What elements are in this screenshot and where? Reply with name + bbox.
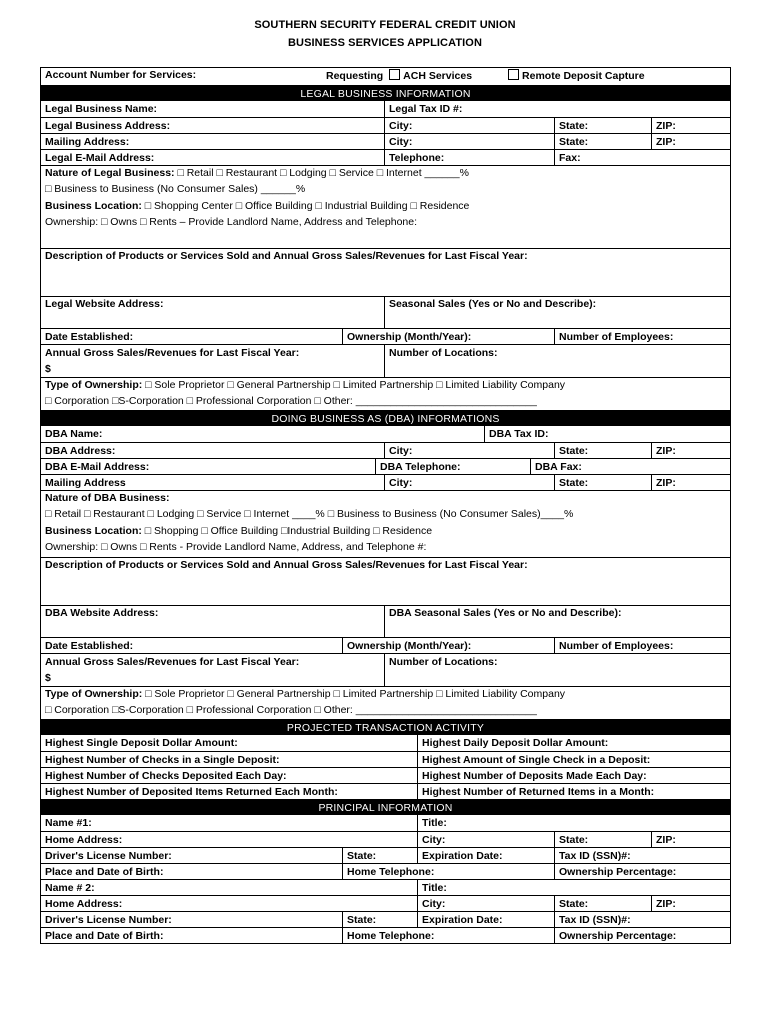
dba-location-options[interactable]: □ Shopping □ Office Building □Industrial Building □ Residence <box>141 525 433 537</box>
location-options[interactable]: □ Shopping Center □ Office Building □ Industrial Building □ Residence <box>141 200 470 212</box>
principal2-license-row <box>41 911 730 927</box>
legal-description-label: Description of Products or Services Sold and Annual Gross Sales/Revenues for Last Fiscal Year: <box>45 250 528 262</box>
projected-left-field[interactable]: Highest Number of Checks Deposited Each Day: <box>45 770 287 782</box>
projected-right-field[interactable]: Highest Amount of Single Check in a Deposit: <box>417 752 650 767</box>
type-ownership-options-2[interactable]: □ Corporation □S-Corporation □ Professional Corporation □ Other: _______________________________ <box>45 395 537 407</box>
principal1-home-field[interactable]: Home Address: <box>45 834 123 846</box>
annual-sales-label: Annual Gross Sales/Revenues for Last Fiscal Year: <box>45 347 300 359</box>
telephone-field[interactable]: Telephone: <box>384 150 554 165</box>
rdc-checkbox[interactable] <box>508 69 519 80</box>
established-row <box>41 328 730 344</box>
dba-mailing-state-field[interactable]: State: <box>554 475 651 490</box>
account-row <box>41 68 730 85</box>
principal1-ssn-field[interactable]: Tax ID (SSN)#: <box>554 848 631 863</box>
dba-type-ownership-block <box>41 686 730 719</box>
principal1-birth-field[interactable]: Place and Date of Birth: <box>45 866 164 878</box>
dba-section-bar: DOING BUSINESS AS (DBA) INFORMATIONS <box>41 410 730 426</box>
dba-website-field[interactable]: DBA Website Address: <box>45 607 159 619</box>
principal1-license-field[interactable]: Driver's License Number: <box>45 850 172 862</box>
dba-nature-block <box>41 490 730 557</box>
seasonal-sales-field[interactable]: Seasonal Sales (Yes or No and Describe): <box>384 297 596 328</box>
legal-tax-id-field[interactable]: Legal Tax ID #: <box>384 101 462 117</box>
type-ownership-label: Type of Ownership: <box>45 379 143 391</box>
dba-name-field[interactable]: DBA Name: <box>45 428 103 440</box>
requesting-label: Requesting <box>326 70 384 82</box>
dba-name-row <box>41 426 730 442</box>
type-ownership-block <box>41 377 730 410</box>
location-label: Business Location: <box>45 200 142 212</box>
principal1-city-field[interactable]: City: <box>417 832 554 847</box>
legal-business-name-field[interactable]: Legal Business Name: <box>45 103 158 115</box>
legal-description-block <box>41 248 730 296</box>
projected-row <box>41 783 730 799</box>
principal2-birth-row <box>41 927 730 943</box>
principal2-name-row <box>41 879 730 895</box>
form-subtitle: BUSINESS SERVICES APPLICATION <box>287 37 482 49</box>
legal-email-field[interactable]: Legal E-Mail Address: <box>45 152 155 164</box>
principal1-state-field[interactable]: State: <box>554 832 651 847</box>
principal2-home-row <box>41 895 730 911</box>
mailing-zip-field[interactable]: ZIP: <box>651 134 676 149</box>
annual-sales-dollar: $ <box>45 363 51 375</box>
ownership-options[interactable]: Ownership: □ Owns □ Rents – Provide Landlord Name, Address and Telephone: <box>45 216 418 228</box>
principal1-license-state-field[interactable]: State: <box>342 848 417 863</box>
legal-address-row <box>41 117 730 133</box>
dba-location-label: Business Location: <box>45 525 142 537</box>
ownership-month-field[interactable]: Ownership (Month/Year): <box>342 329 554 344</box>
projected-row <box>41 751 730 767</box>
dba-nature-options[interactable]: □ Retail □ Restaurant □ Lodging □ Service □ Internet ____% □ Business to Business (No Consumer Sales)____% <box>45 508 574 520</box>
dba-mailing-row <box>41 474 730 490</box>
dba-email-row <box>41 458 730 474</box>
website-row <box>41 296 730 328</box>
legal-state-field[interactable]: State: <box>554 118 651 133</box>
legal-name-row <box>41 101 730 117</box>
projected-right-field[interactable]: Highest Number of Returned Items in a Month: <box>417 784 654 799</box>
dba-nature-label: Nature of DBA Business: <box>45 492 170 504</box>
ach-checkbox[interactable] <box>389 69 400 80</box>
mailing-city-field[interactable]: City: <box>384 134 554 149</box>
annual-row <box>41 344 730 377</box>
principal1-ownpct-field[interactable]: Ownership Percentage: <box>554 864 676 879</box>
email-row <box>41 149 730 165</box>
nature-label: Nature of Legal Business: <box>45 167 175 179</box>
locations-field[interactable]: Number of Locations: <box>384 345 498 377</box>
dba-annual-row <box>41 653 730 686</box>
principal2-state-field[interactable]: State: <box>554 896 651 911</box>
dba-description-block <box>41 557 730 605</box>
rdc-label: Remote Deposit Capture <box>522 70 645 82</box>
legal-website-field[interactable]: Legal Website Address: <box>45 298 164 310</box>
date-established-field[interactable]: Date Established: <box>45 331 134 343</box>
dba-description-label: Description of Products or Services Sold and Annual Gross Sales/Revenues for Last Fiscal Year: <box>45 559 528 571</box>
principal2-title-field[interactable]: Title: <box>417 880 447 895</box>
projected-right-field[interactable]: Highest Number of Deposits Made Each Day: <box>417 768 647 783</box>
principal1-zip-field[interactable]: ZIP: <box>651 832 676 847</box>
principal1-hometel-field[interactable]: Home Telephone: <box>342 864 554 879</box>
form-title: SOUTHERN SECURITY FEDERAL CREDIT UNION <box>254 19 516 31</box>
dba-type-ownership-label: Type of Ownership: <box>45 688 143 700</box>
projected-section-bar: PROJECTED TRANSACTION ACTIVITY <box>41 719 730 735</box>
principal2-hometel-field[interactable]: Home Telephone: <box>342 928 554 943</box>
principal2-ownpct-field[interactable]: Ownership Percentage: <box>554 928 676 943</box>
dba-fax-field[interactable]: DBA Fax: <box>530 459 582 474</box>
principal2-city-field[interactable]: City: <box>417 896 554 911</box>
b2b-option[interactable]: □ Business to Business (No Consumer Sales) ______% <box>45 183 306 195</box>
dba-employees-field[interactable]: Number of Employees: <box>554 638 673 653</box>
dba-type-ownership-options[interactable]: □ Sole Proprietor □ General Partnership □ Limited Partnership □ Limited Liability Company <box>142 688 566 700</box>
principal2-birth-field[interactable]: Place and Date of Birth: <box>45 930 164 942</box>
nature-block <box>41 165 730 248</box>
legal-section-bar: LEGAL BUSINESS INFORMATION <box>41 85 730 101</box>
dba-mailing-city-field[interactable]: City: <box>384 475 554 490</box>
legal-zip-field[interactable]: ZIP: <box>651 118 676 133</box>
principal1-home-row <box>41 831 730 847</box>
dba-email-field[interactable]: DBA E-Mail Address: <box>45 461 150 473</box>
principal2-name-field[interactable]: Name # 2: <box>45 882 95 894</box>
dba-established-field[interactable]: Date Established: <box>45 640 134 652</box>
principal2-home-field[interactable]: Home Address: <box>45 898 123 910</box>
projected-left-field[interactable]: Highest Single Deposit Dollar Amount: <box>45 737 238 749</box>
principal2-license-field[interactable]: Driver's License Number: <box>45 914 172 926</box>
projected-row <box>41 735 730 751</box>
dba-annual-dollar: $ <box>45 672 51 684</box>
principal1-license-row <box>41 847 730 863</box>
dba-ownership-month-field[interactable]: Ownership (Month/Year): <box>342 638 554 653</box>
fax-field[interactable]: Fax: <box>554 150 581 165</box>
dba-telephone-field[interactable]: DBA Telephone: <box>375 459 530 474</box>
dba-type-ownership-options-2[interactable]: □ Corporation □S-Corporation □ Professional Corporation □ Other: _______________________________ <box>45 704 537 716</box>
dba-ownership-options[interactable]: Ownership: □ Owns □ Rents - Provide Landlord Name, Address, and Telephone #: <box>45 541 427 553</box>
dba-annual-field[interactable] <box>41 654 384 686</box>
projected-right-field[interactable]: Highest Daily Deposit Dollar Amount: <box>417 735 608 751</box>
projected-left-field[interactable]: Highest Number of Checks in a Single Deposit: <box>45 754 280 766</box>
principal1-birth-row <box>41 863 730 879</box>
dba-address-field[interactable]: DBA Address: <box>45 445 116 457</box>
projected-row <box>41 767 730 783</box>
dba-annual-label: Annual Gross Sales/Revenues for Last Fiscal Year: <box>45 656 300 668</box>
requesting-group <box>322 69 645 85</box>
principal2-license-state-field[interactable]: State: <box>342 912 417 927</box>
principal1-name-row <box>41 815 730 831</box>
type-ownership-options[interactable]: □ Sole Proprietor □ General Partnership □ Limited Partnership □ Limited Liability Company <box>142 379 566 391</box>
dba-established-row <box>41 637 730 653</box>
application-form <box>40 67 731 944</box>
dba-address-row <box>41 442 730 458</box>
mailing-row <box>41 133 730 149</box>
nature-options[interactable]: □ Retail □ Restaurant □ Lodging □ Service □ Internet ______% <box>174 167 469 179</box>
dba-city-field[interactable]: City: <box>384 443 554 458</box>
ach-label: ACH Services <box>403 70 473 82</box>
principal2-ssn-field[interactable]: Tax ID (SSN)#: <box>554 912 631 927</box>
annual-sales-field[interactable] <box>41 345 384 377</box>
dba-zip-field[interactable]: ZIP: <box>651 443 676 458</box>
dba-seasonal-field[interactable]: DBA Seasonal Sales (Yes or No and Describe): <box>384 606 621 637</box>
dba-taxid-field[interactable]: DBA Tax ID: <box>484 426 549 442</box>
dba-locations-field[interactable]: Number of Locations: <box>384 654 498 686</box>
mailing-address-field[interactable]: Mailing Address: <box>45 136 130 148</box>
employees-field[interactable]: Number of Employees: <box>554 329 673 344</box>
account-number-label: Account Number for Services: <box>45 69 197 81</box>
principal1-name-field[interactable]: Name #1: <box>45 817 92 829</box>
principal2-expiration-field[interactable]: Expiration Date: <box>417 912 554 927</box>
dba-state-field[interactable]: State: <box>554 443 651 458</box>
principal1-title-field[interactable]: Title: <box>417 815 447 831</box>
mailing-state-field[interactable]: State: <box>554 134 651 149</box>
dba-website-row <box>41 605 730 637</box>
projected-left-field[interactable]: Highest Number of Deposited Items Returned Each Month: <box>45 786 338 798</box>
principal-section-bar: PRINCIPAL INFORMATION <box>41 799 730 815</box>
legal-address-field[interactable]: Legal Business Address: <box>45 120 171 132</box>
principal2-zip-field[interactable]: ZIP: <box>651 896 676 911</box>
legal-city-field[interactable]: City: <box>384 118 554 133</box>
principal1-expiration-field[interactable]: Expiration Date: <box>417 848 554 863</box>
dba-mailing-zip-field[interactable]: ZIP: <box>651 475 676 490</box>
dba-mailing-field[interactable]: Mailing Address <box>45 477 126 489</box>
